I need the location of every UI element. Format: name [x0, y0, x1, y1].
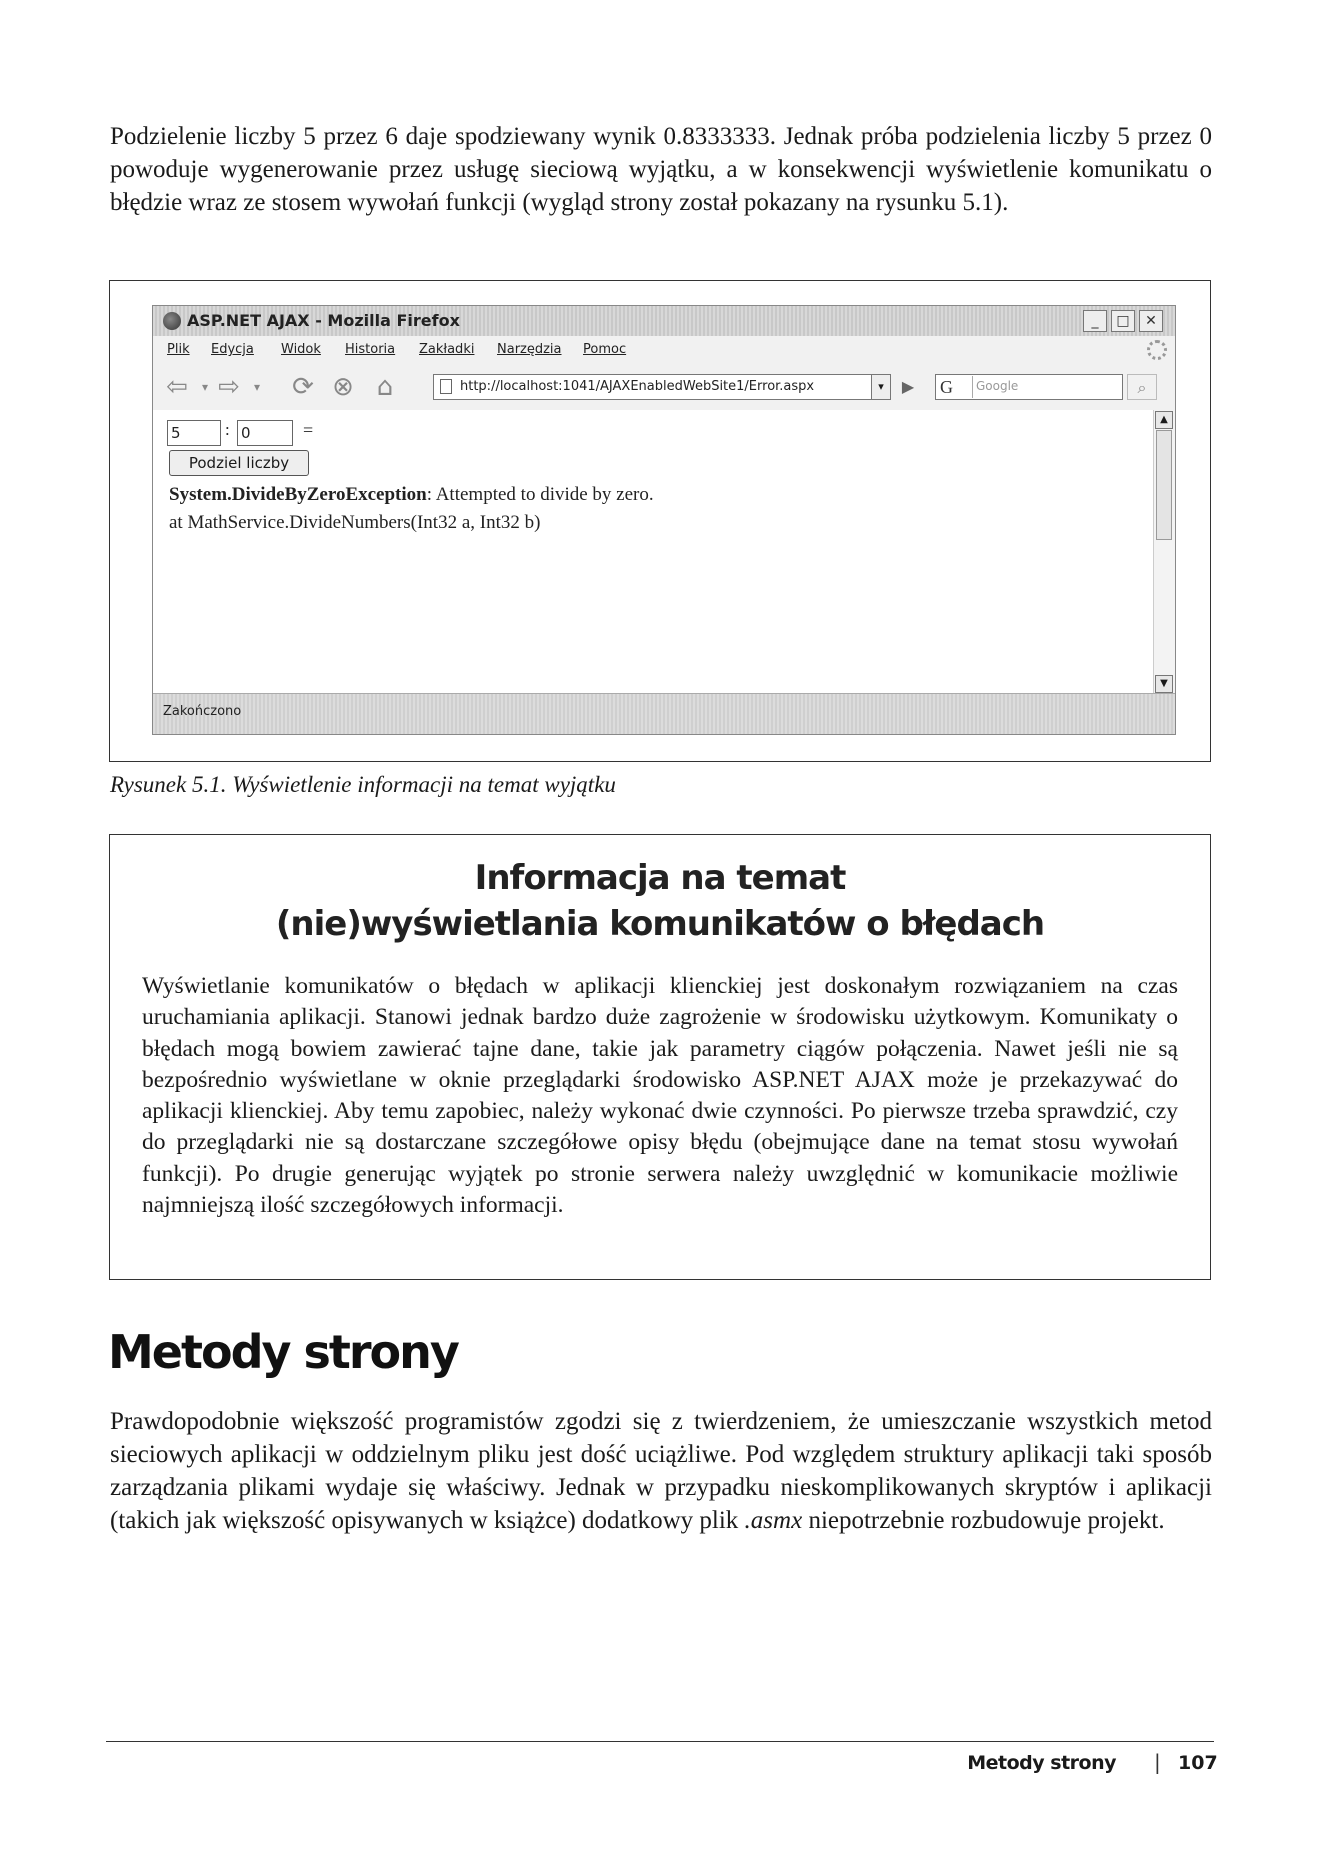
stack-trace: at MathService.DivideNumbers(Int32 a, Int32 b)	[169, 512, 541, 533]
section-heading: Metody strony	[108, 1325, 458, 1379]
sidebar-box	[109, 834, 1211, 1280]
sidebar-title-line1: Informacja na temat	[474, 858, 846, 898]
search-input[interactable]	[935, 374, 1123, 400]
exception-name: System.DivideByZeroException	[169, 484, 427, 505]
window-titlebar	[153, 306, 1175, 337]
menu-pomoc[interactable]: Pomoc	[583, 342, 627, 357]
footer-separator: |	[1154, 1750, 1161, 1774]
window-title: ASP.NET AJAX - Mozilla Firefox	[187, 311, 460, 330]
menu-bar	[153, 336, 1175, 365]
search-engine-icon[interactable]: G	[938, 376, 973, 398]
figure-caption: Rysunek 5.1. Wyświetlenie informacji na temat wyjątku	[110, 772, 616, 797]
page-icon	[440, 379, 452, 394]
sidebar-title-line2: (nie)wyświetlania komunikatów o błędach	[275, 904, 1045, 944]
exception-message: : Attempted to divide by zero.	[426, 484, 654, 505]
search-icon[interactable]: ⌕	[1127, 374, 1157, 400]
scroll-thumb[interactable]	[1156, 430, 1172, 540]
footer-section-name: Metody strony	[967, 1752, 1116, 1774]
sidebar-title	[110, 855, 1210, 947]
menu-historia[interactable]: Historia	[345, 342, 396, 357]
forward-dropdown-icon[interactable]: ▾	[253, 380, 261, 394]
scroll-up-icon[interactable]: ▲	[1155, 411, 1173, 429]
footer-rule	[106, 1741, 1214, 1742]
scroll-down-icon[interactable]: ▼	[1155, 675, 1173, 693]
error-message	[169, 484, 654, 506]
section-paragraph	[110, 1405, 1212, 1537]
page-number: 107	[1178, 1752, 1218, 1774]
section-paragraph-after: niepotrzebnie rozbudowuje projekt.	[802, 1507, 1165, 1534]
menu-edycja[interactable]: Edycja	[211, 342, 254, 357]
search-placeholder: Google	[976, 379, 1019, 393]
firefox-logo-icon	[163, 312, 181, 330]
url-dropdown-icon[interactable]: ▾	[871, 374, 891, 400]
vertical-scrollbar[interactable]	[1153, 410, 1175, 694]
back-dropdown-icon[interactable]: ▾	[201, 380, 209, 394]
maximize-icon[interactable]: □	[1111, 310, 1135, 332]
url-bar[interactable]	[433, 374, 873, 400]
sidebar-body: Wyświetlanie komunikatów o błędach w aplikacji klienckiej jest doskonałym rozwiązaniem na czas uruchamiania aplikacji. Stanowi jednak bardzo duże zagrożenie w środowisku użytkowym. Komunikaty o błędach mogą bowiem zawierać tajne dane, takie jak parametry ciągów połączenia. Nawet jeśli nie są bezpośrednio wyświetlane w oknie przeglądarki środowisko ASP.NET AJAX może je przekazywać do aplikacji klienckiej. Aby temu zapobiec, należy wykonać dwie czynności. Po pierwsze trzeba sprawdzić, czy do przeglądarki nie są dostarczane szczegółowe opisy błędu (obejmujące dane na temat stosu wywołań funkcji). Po drugie generując wyjątek po stronie serwera należy uwzględnić w komunikacie możliwie najmniejszą ilość szczegółowych informacji.	[142, 973, 1178, 1219]
menu-plik[interactable]: Plik	[167, 342, 190, 357]
section-paragraph-before: Prawdopodobnie większość programistów zgodzi się z twierdzeniem, że umieszczanie wszystkich metod sieciowych aplikacji w oddzielnym pliku jest dość uciążliwe. Pod względem struktury aplikacji taki sposób zarządzania plikami wydaje się właściwy. Jednak w przypadku nieskomplikowanych skryptów i aplikacji (takich jak większość opisywanych w książce) dodatkowy plik	[110, 1408, 1212, 1534]
divide-button[interactable]: Podziel liczby	[169, 450, 309, 476]
url-text: http://localhost:1041/AJAXEnabledWebSite1/Error.aspx	[460, 379, 815, 394]
menu-widok[interactable]: Widok	[281, 342, 321, 357]
number-a-input[interactable]: 5	[167, 420, 221, 446]
minimize-icon[interactable]: _	[1083, 310, 1107, 332]
browser-window	[152, 305, 1176, 735]
menu-narzedzia[interactable]: Narzędzia	[497, 342, 562, 357]
figure-frame	[109, 280, 1211, 762]
navigation-toolbar	[153, 364, 1175, 411]
colon-label: :	[225, 420, 230, 439]
status-text: Zakończono	[163, 704, 242, 719]
equals-label: =	[303, 420, 314, 440]
reload-icon[interactable]: ⟳	[292, 372, 314, 402]
home-icon[interactable]: ⌂	[376, 372, 394, 402]
asmx-term: .asmx	[744, 1507, 803, 1534]
forward-arrow-icon[interactable]: ⇨	[218, 372, 240, 402]
number-b-input[interactable]: 0	[237, 420, 293, 446]
menu-zakladki[interactable]: Zakładki	[419, 342, 475, 357]
back-arrow-icon[interactable]: ⇦	[166, 372, 188, 402]
page-content	[153, 410, 1153, 694]
go-icon[interactable]: ▶	[901, 377, 915, 396]
close-icon[interactable]: ✕	[1139, 310, 1163, 332]
status-bar	[153, 693, 1175, 734]
throbber-icon	[1147, 340, 1167, 360]
intro-paragraph: Podzielenie liczby 5 przez 6 daje spodziewany wynik 0.8333333. Jednak próba podzielenia liczby 5 przez 0 powoduje wygenerowanie przez usługę sieciową wyjątku, a w konsekwencji wyświetlenie komunikatu o błędzie wraz ze stosem wywołań funkcji (wygląd strony został pokazany na rysunku 5.1).	[110, 123, 1212, 216]
stop-icon[interactable]: ⊗	[332, 372, 354, 402]
